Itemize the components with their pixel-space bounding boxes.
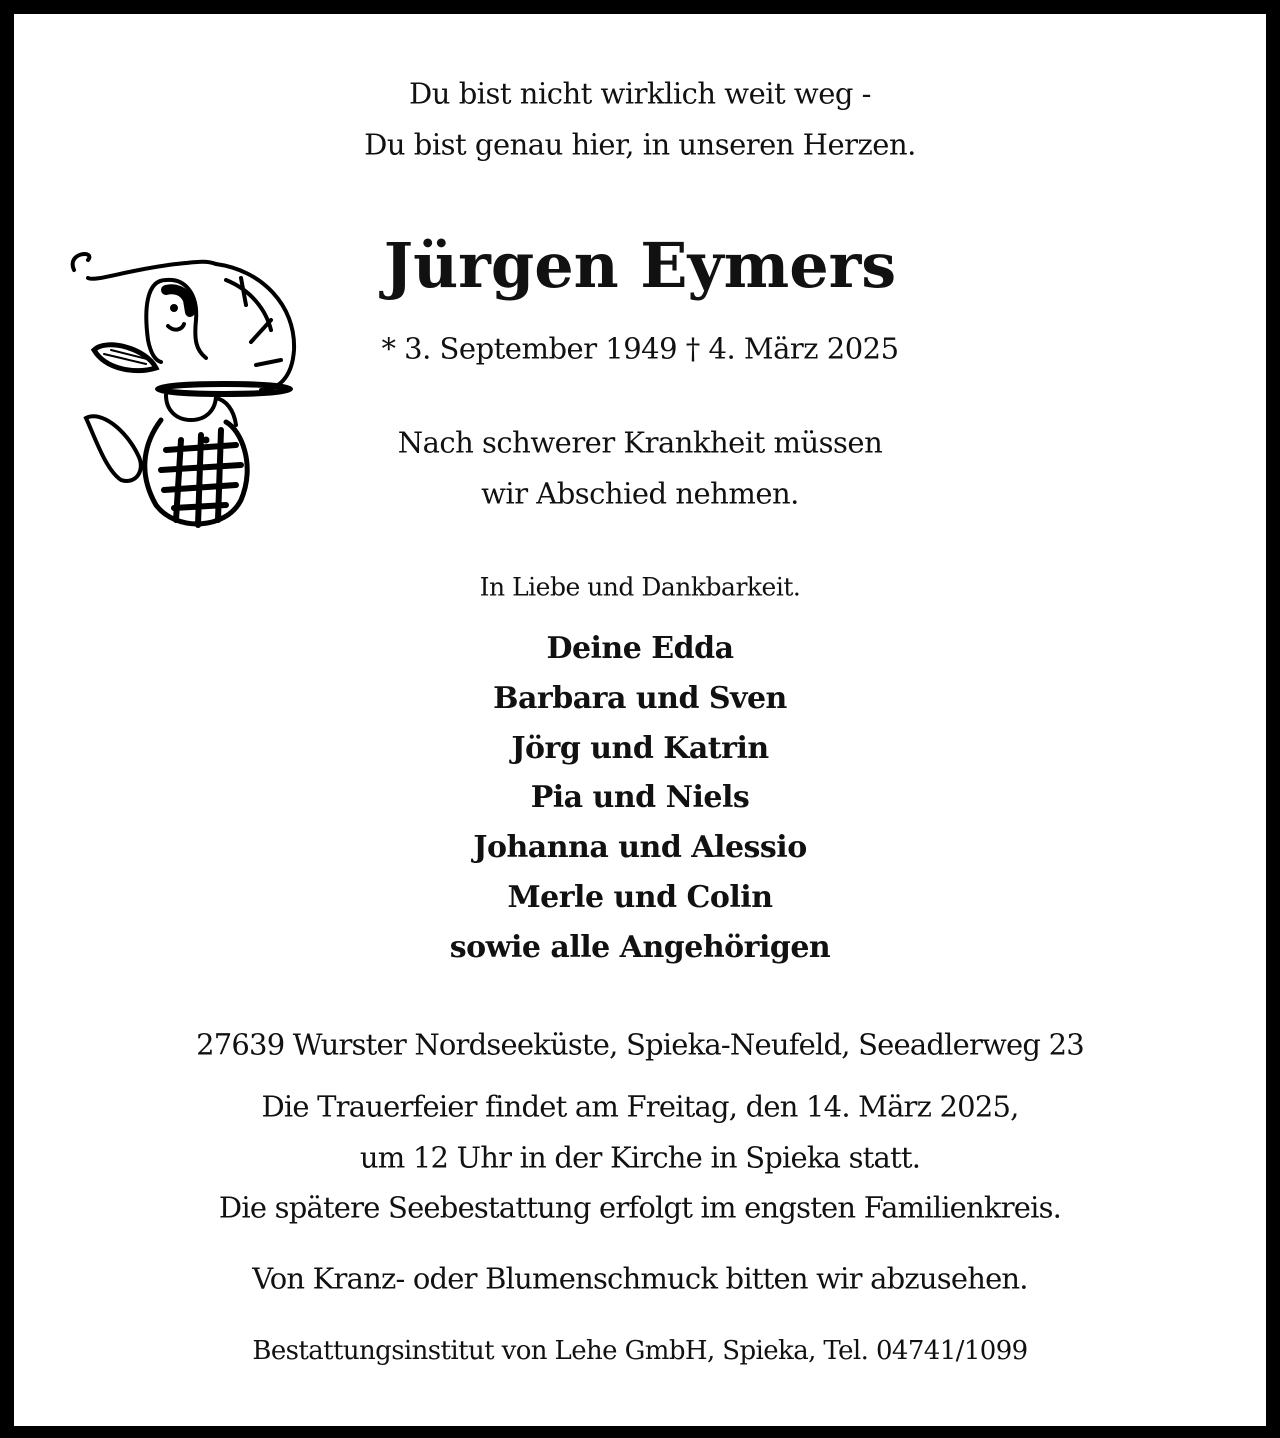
family-member: Johanna und Alessio: [473, 830, 807, 865]
family-member: sowie alle Angehörigen: [449, 930, 831, 965]
ceremony-line-3: Die spätere Seebestattung erfolgt im engsten Familienkreis.: [218, 1190, 1062, 1225]
quote-line-1: Du bist nicht wirklich weit weg -: [409, 76, 871, 111]
undertaker-info: Bestattungsinstitut von Lehe GmbH, Spieka, Tel. 04741/1099: [252, 1336, 1028, 1366]
family-member: Merle und Colin: [507, 880, 773, 915]
family-member: Pia und Niels: [530, 780, 750, 815]
message-line-1: Nach schwerer Krankheit müssen: [397, 425, 883, 460]
message-line-2: wir Abschied nehmen.: [481, 476, 799, 511]
flowers-note: Von Kranz- oder Blumenschmuck bitten wir abzusehen.: [252, 1261, 1028, 1296]
quote-line-2: Du bist genau hier, in unseren Herzen.: [364, 127, 916, 162]
ceremony-line-1: Die Trauerfeier findet am Freitag, den 14. März 2025,: [261, 1089, 1019, 1124]
life-dates: * 3. September 1949 † 4. März 2025: [381, 331, 899, 366]
family-member: Barbara und Sven: [493, 681, 787, 716]
deceased-name: Jürgen Eymers: [383, 229, 897, 302]
family-member: Deine Edda: [546, 631, 734, 666]
closing-text: In Liebe und Dankbarkeit.: [479, 572, 801, 602]
address: 27639 Wurster Nordseeküste, Spieka-Neufeld, Seeadlerweg 23: [196, 1027, 1084, 1062]
ceremony-line-2: um 12 Uhr in der Kirche in Spieka statt.: [359, 1140, 921, 1175]
family-member: Jörg und Katrin: [511, 731, 769, 766]
